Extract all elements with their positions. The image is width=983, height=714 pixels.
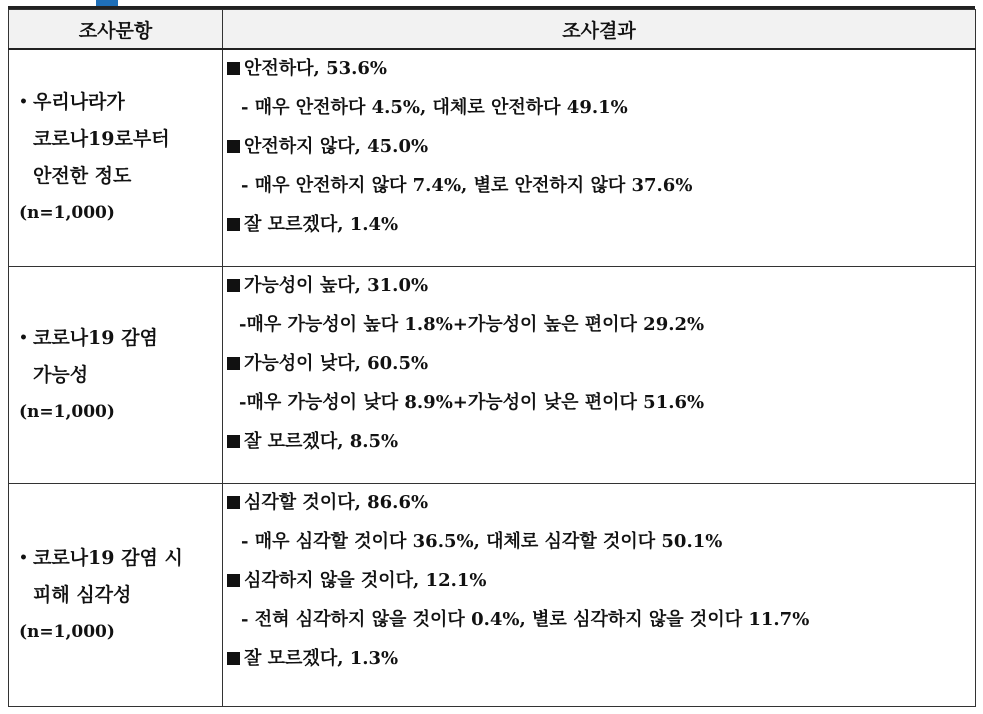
- result-main: 가능성이 높다, 31.0%: [244, 275, 429, 296]
- result-main: 가능성이 낮다, 60.5%: [244, 353, 429, 374]
- square-bullet-icon: [227, 62, 240, 75]
- result-main: 심각할 것이다, 86.6%: [244, 492, 429, 513]
- result-item: [227, 267, 971, 345]
- question-line: 피해 심각성: [33, 583, 132, 606]
- result-item: [227, 345, 971, 423]
- result-cell: [223, 49, 976, 267]
- result-main: 잘 모르겠다, 1.4%: [244, 214, 399, 235]
- result-item: [227, 562, 971, 640]
- square-bullet-icon: [227, 279, 240, 292]
- result-sub: - 매우 안전하다 4.5%, 대체로 안전하다 49.1%: [241, 97, 628, 118]
- square-bullet-icon: [227, 435, 240, 448]
- question-line: • 우리나라가: [33, 91, 125, 113]
- question-text: [19, 84, 214, 195]
- square-bullet-icon: [227, 357, 240, 370]
- square-bullet-icon: [227, 496, 240, 509]
- result-item: [227, 206, 971, 244]
- square-bullet-icon: [227, 652, 240, 665]
- question-cell: [9, 484, 223, 707]
- question-line: • 코로나19 감염 시: [33, 546, 183, 569]
- result-sub: - 매우 심각할 것이다 36.5%, 대체로 심각할 것이다 50.1%: [241, 531, 723, 552]
- result-cell: [223, 267, 976, 484]
- result-main: 심각하지 않을 것이다, 12.1%: [244, 570, 487, 591]
- sample-size: (n=1,000): [19, 401, 115, 422]
- result-sub: - 전혀 심각하지 않을 것이다 0.4%, 별로 심각하지 않을 것이다 11.7%: [241, 609, 810, 630]
- result-sub: -매우 가능성이 낮다 8.9%+가능성이 낮은 편이다 51.6%: [239, 392, 705, 413]
- result-item: [227, 50, 971, 128]
- result-item: [227, 484, 971, 562]
- square-bullet-icon: [227, 218, 240, 231]
- question-text: [19, 320, 214, 394]
- sample-size: (n=1,000): [19, 203, 115, 223]
- sample-size: (n=1,000): [19, 621, 115, 642]
- square-bullet-icon: [227, 140, 240, 153]
- table-header-row: [9, 10, 976, 50]
- question-line: 코로나19로부터: [33, 128, 170, 150]
- result-main: 잘 모르겠다, 8.5%: [244, 431, 399, 452]
- result-item: [227, 128, 971, 206]
- result-sub: - 매우 안전하지 않다 7.4%, 별로 안전하지 않다 37.6%: [241, 175, 693, 196]
- header-question: 조사문항: [9, 10, 223, 50]
- header-result: 조사결과: [223, 10, 976, 50]
- table-row: [9, 49, 976, 267]
- question-cell: [9, 49, 223, 267]
- result-sub: -매우 가능성이 높다 1.8%+가능성이 높은 편이다 29.2%: [239, 314, 705, 335]
- result-cell: [223, 484, 976, 707]
- question-line: 안전한 정도: [33, 165, 132, 187]
- survey-results-table: [8, 9, 976, 707]
- square-bullet-icon: [227, 574, 240, 587]
- result-item: [227, 423, 971, 461]
- table-row: [9, 484, 976, 707]
- table-row: [9, 267, 976, 484]
- question-line: 가능성: [33, 363, 89, 386]
- question-text: [19, 540, 214, 614]
- result-main: 잘 모르겠다, 1.3%: [244, 648, 399, 669]
- result-main: 안전하다, 53.6%: [244, 58, 388, 79]
- question-cell: [9, 267, 223, 484]
- result-item: [227, 640, 971, 678]
- question-line: • 코로나19 감염: [33, 326, 158, 349]
- result-main: 안전하지 않다, 45.0%: [244, 136, 429, 157]
